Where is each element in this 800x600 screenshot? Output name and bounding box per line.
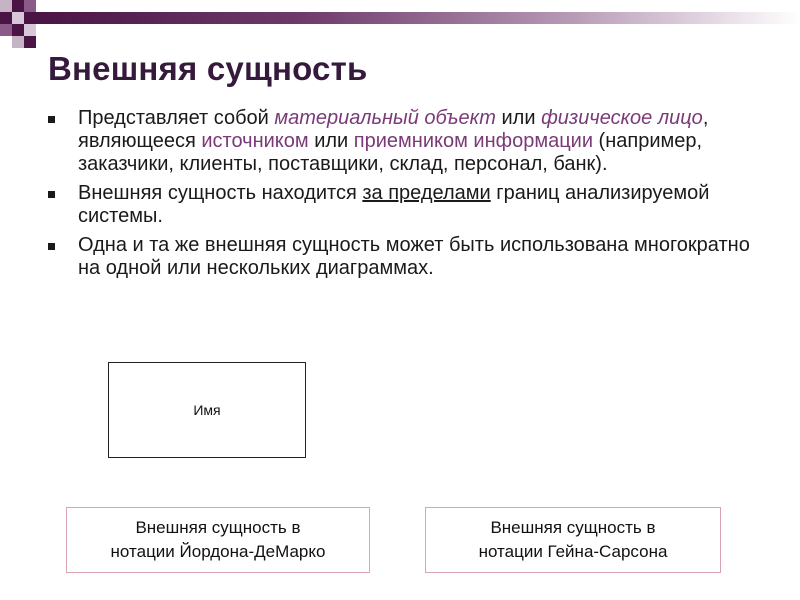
caption-gane-sarson [425, 507, 721, 573]
bullet-term: материальный объект [274, 107, 496, 129]
bullet-term: приемником информации [353, 130, 593, 152]
caption-line: Внешняя сущность в [135, 518, 301, 537]
bullet-item [46, 234, 776, 280]
decor-gradient-band [36, 12, 800, 24]
caption-text [479, 516, 668, 564]
bullet-item [46, 107, 776, 176]
caption-line: Внешняя сущность в [490, 518, 656, 537]
decor-square [24, 36, 36, 48]
bullet-item [46, 182, 776, 228]
decor-square [12, 36, 24, 48]
bullet-marker-icon [48, 191, 55, 198]
bullet-text: или [495, 107, 542, 129]
decor-square [0, 24, 12, 36]
bullet-text: Одна и та же внешняя сущность может быть использована многократно на одной или нескольких диаграммах. [78, 234, 750, 279]
bullet-marker-icon [48, 243, 55, 250]
bullet-text: границ анализируемой системы. [78, 182, 710, 227]
bullet-text: , являющееся [78, 107, 709, 152]
decor-square [12, 12, 24, 24]
bullet-term: источником [201, 130, 309, 152]
bullet-term: за пределами [362, 182, 491, 204]
decor-square [0, 12, 12, 24]
decor-square [12, 0, 24, 12]
decor-square [24, 12, 36, 24]
bullet-list [46, 107, 776, 286]
bullet-text: Внешняя сущность находится [78, 182, 363, 204]
caption-line: нотации Йордона-ДеМарко [110, 542, 326, 561]
slide-decoration [0, 0, 800, 48]
caption-text [111, 516, 326, 564]
decor-square [24, 24, 36, 36]
slide-title: Внешняя сущность [48, 50, 368, 87]
caption-line: нотации Гейна-Сарсона [478, 542, 668, 561]
decor-square [0, 0, 12, 12]
bullet-term: физическое лицо [541, 107, 703, 129]
caption-yourdon-demarco [66, 507, 370, 573]
bullet-text: Представляет собой [78, 107, 275, 129]
decor-square [12, 24, 24, 36]
bullet-marker-icon [48, 116, 55, 123]
figure-label: Имя [193, 402, 221, 418]
decor-square [24, 0, 36, 12]
bullet-text: (например, заказчики, клиенты, поставщики, склад, персонал, банк). [78, 130, 703, 175]
external-entity-figure [108, 362, 306, 458]
bullet-text: или [308, 130, 354, 152]
